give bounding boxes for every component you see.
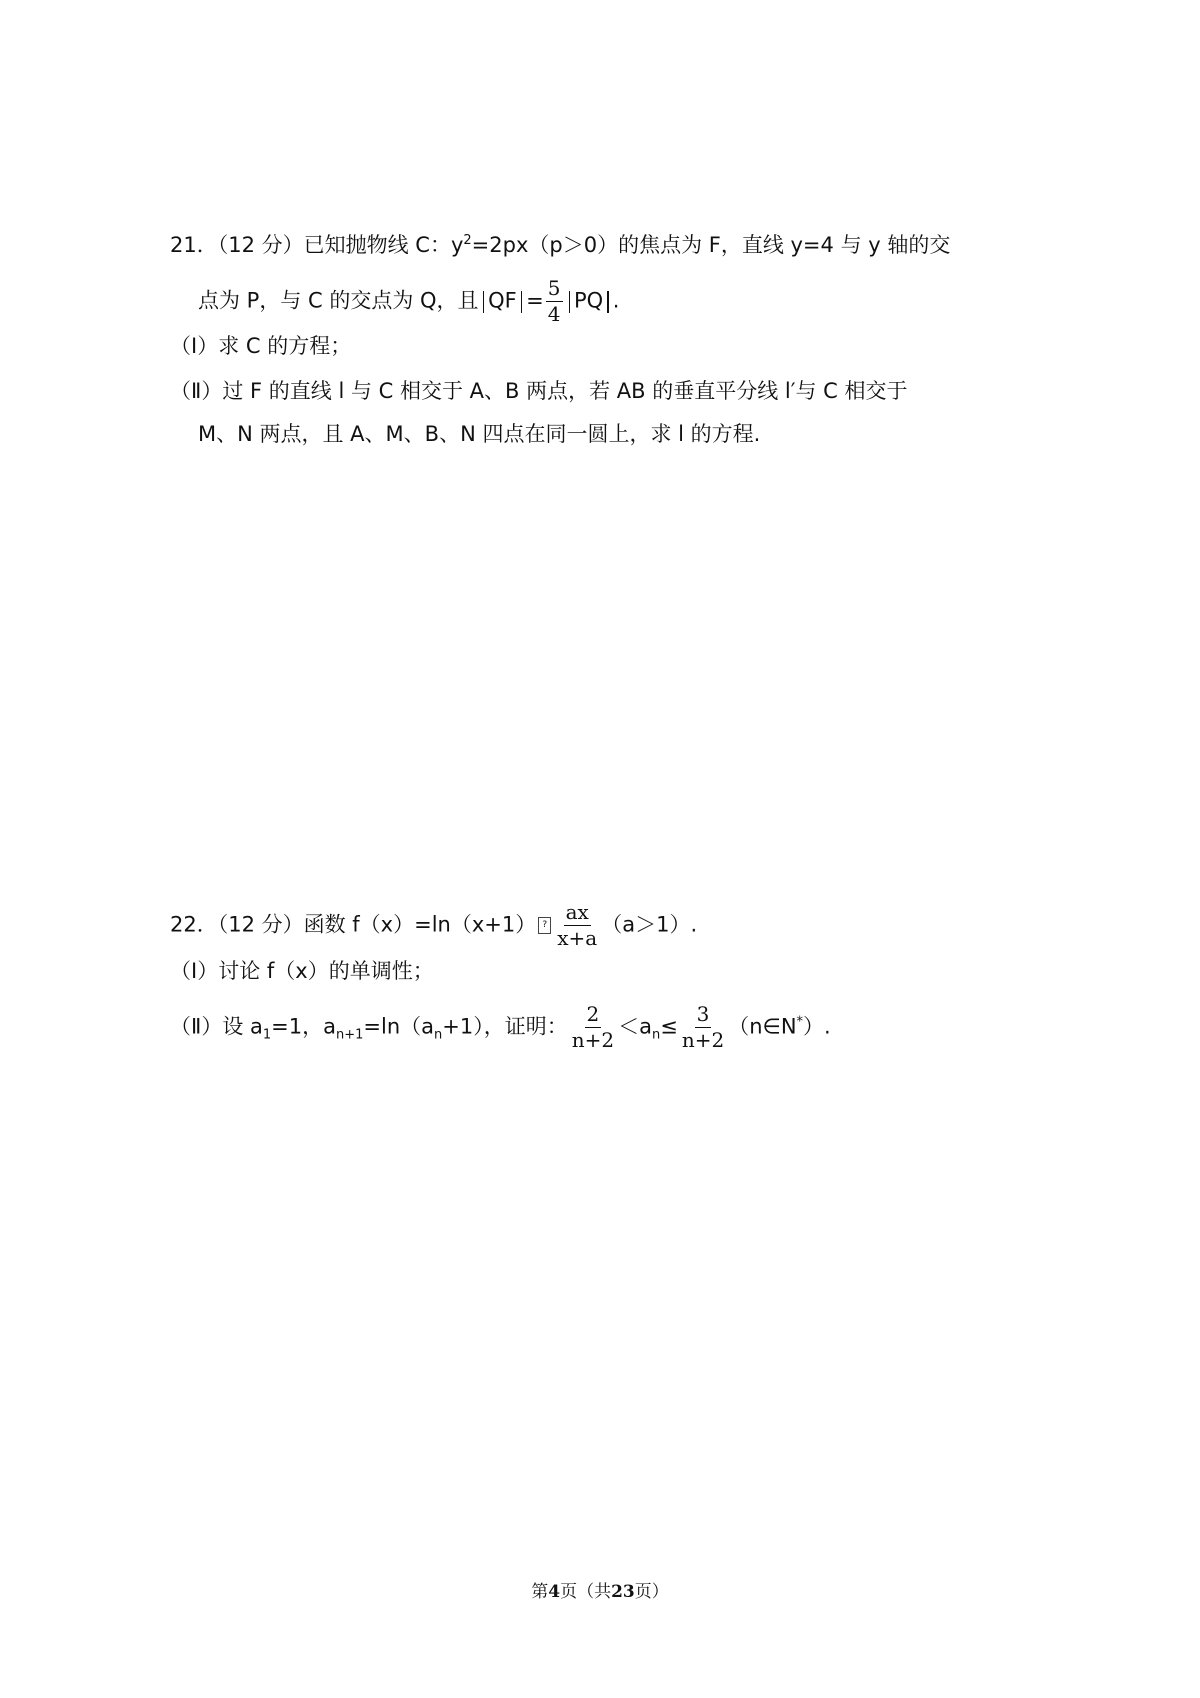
q21-line-2: 点为 P，与 C 的交点为 Q，且 QF = $\frac{5}{4}$ PQ . [198, 276, 620, 326]
abs-bar [521, 291, 523, 313]
q21-part-1: （Ⅰ）求 C 的方程； [170, 334, 352, 358]
total-page-count: 23 [611, 1582, 635, 1602]
current-page-number: 4 [548, 1582, 561, 1602]
abs-bar [569, 291, 571, 313]
fraction-ax-over-x-plus-a: $\frac{ax}{x+a}$ [557, 900, 598, 950]
abs-bar [483, 291, 485, 313]
abs-bar [607, 291, 609, 313]
missing-glyph-icon: ? [538, 917, 551, 934]
fraction-3-over-n-plus-2: $\frac{3}{n+2}$ [681, 1002, 725, 1052]
q21-line-1: 21．（12 分）已知抛物线 C：$y^2=2px(p>0)$的焦点为 F，直线 y=4 与 y 轴的交 [170, 233, 951, 257]
q21-part-2-line-2: M、N 两点，且 A、M、B、N 四点在同一圆上，求 l 的方程. [198, 422, 761, 446]
q22-line-1: 22．（12 分）函数 f（x）=ln（x+1） ? $\frac{ax}{x+a}$ （a＞1）. [170, 900, 698, 950]
page-footer: 第4页（共23页） [531, 1582, 669, 1602]
fraction-2-over-n-plus-2: $\frac{2}{n+2}$ [571, 1002, 615, 1052]
q22-part-1: （Ⅰ）讨论 f（x）的单调性； [170, 959, 434, 983]
q22-part-2: （Ⅱ）设 $a_1=1$，$a_{n+1}=\ln(a_n+1)$，证明： $\frac{2}{n+2}$ $<a_n\le$ $\frac{3}{n+2}$ （n∈N*）. [170, 1002, 831, 1052]
fraction-5-4: $\frac{5}{4}$ [547, 276, 561, 326]
q21-part-2-line-1: （Ⅱ）过 F 的直线 l 与 C 相交于 A、B 两点，若 AB 的垂直平分线 l′与 C 相交于 [170, 379, 908, 403]
